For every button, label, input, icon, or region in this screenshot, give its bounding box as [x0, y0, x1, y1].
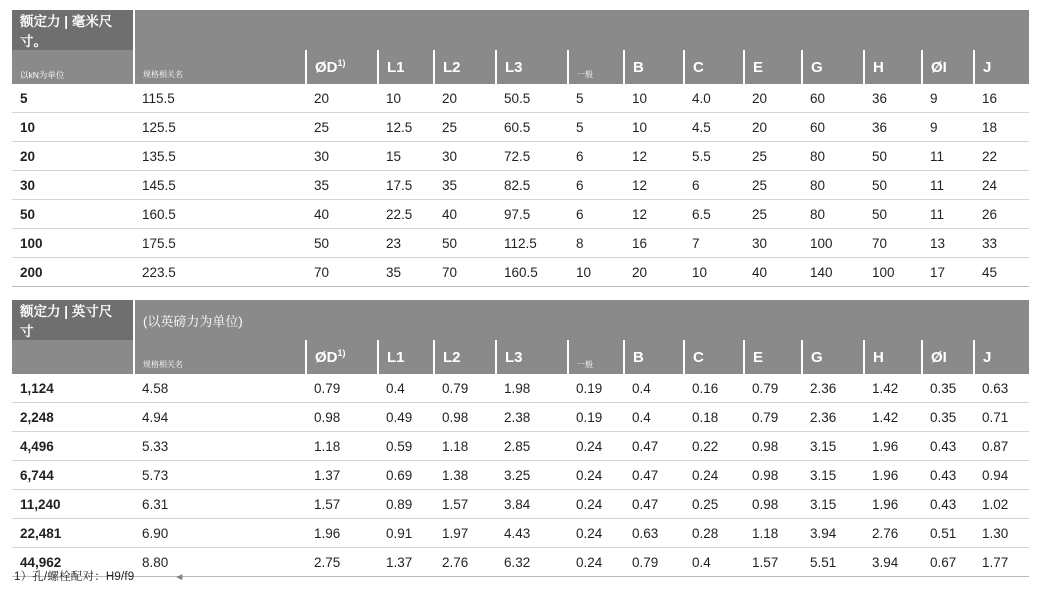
table-cell: 50 — [864, 142, 922, 171]
metric-table-title-row — [12, 10, 1029, 50]
table-cell: 8.80 — [134, 548, 306, 577]
metric-col-od — [306, 50, 378, 84]
row-rating-cell: 2,248 — [12, 403, 134, 432]
table-row — [12, 258, 1029, 287]
table-cell: 2.85 — [496, 432, 568, 461]
table-cell: 0.19 — [568, 374, 624, 403]
table-cell: 12 — [624, 142, 684, 171]
imperial-table-unit-note: (以英磅力为单位) — [134, 300, 1029, 340]
table-cell: 0.47 — [624, 490, 684, 519]
table-cell: 5.51 — [802, 548, 864, 577]
metric-col-desc: 规格相关名 — [134, 50, 306, 84]
table-cell: 0.4 — [624, 403, 684, 432]
table-cell: 3.15 — [802, 432, 864, 461]
table-cell: 80 — [802, 200, 864, 229]
table-cell: 20 — [306, 84, 378, 113]
table-row — [12, 229, 1029, 258]
table-cell: 8 — [568, 229, 624, 258]
table-cell: 0.24 — [568, 490, 624, 519]
table-cell: 45 — [974, 258, 1029, 287]
row-rating-cell: 50 — [12, 200, 134, 229]
imperial-col-l1: L1 — [378, 340, 434, 374]
table-cell: 25 — [744, 171, 802, 200]
table-cell: 1.96 — [306, 519, 378, 548]
imperial-table-title-row — [12, 300, 1029, 340]
table-cell: 1.18 — [434, 432, 496, 461]
imperial-col-desc: 规格相关名 — [134, 340, 306, 374]
metric-col-od-label: ØD — [315, 59, 338, 76]
imperial-table-title: 额定力 | 英寸尺寸 — [12, 300, 134, 340]
imperial-col-j: J — [974, 340, 1029, 374]
table-cell: 40 — [434, 200, 496, 229]
table-cell: 6.32 — [496, 548, 568, 577]
table-cell: 6 — [684, 171, 744, 200]
table-cell: 70 — [306, 258, 378, 287]
imperial-col-oi: ØI — [922, 340, 974, 374]
table-cell: 23 — [378, 229, 434, 258]
table-cell: 50 — [306, 229, 378, 258]
table-cell: 0.94 — [974, 461, 1029, 490]
table-cell: 0.19 — [568, 403, 624, 432]
metric-col-g: G — [802, 50, 864, 84]
row-rating-cell: 4,496 — [12, 432, 134, 461]
row-rating-cell: 44,962 — [12, 548, 134, 577]
metric-table-title-band — [134, 10, 1029, 50]
metric-col-e: E — [744, 50, 802, 84]
table-cell: 4.5 — [684, 113, 744, 142]
table-cell: 16 — [974, 84, 1029, 113]
table-cell: 35 — [378, 258, 434, 287]
table-cell: 20 — [744, 84, 802, 113]
table-cell: 3.15 — [802, 461, 864, 490]
table-cell: 0.47 — [624, 461, 684, 490]
table-cell: 25 — [434, 113, 496, 142]
table-cell: 125.5 — [134, 113, 306, 142]
footnote — [14, 568, 185, 584]
table-cell: 20 — [434, 84, 496, 113]
metric-col-h: H — [864, 50, 922, 84]
row-rating-cell: 100 — [12, 229, 134, 258]
row-rating-cell: 30 — [12, 171, 134, 200]
table-row — [12, 374, 1029, 403]
metric-col-l3: L3 — [496, 50, 568, 84]
table-cell: 0.4 — [378, 374, 434, 403]
table-cell: 50 — [864, 200, 922, 229]
table-cell: 20 — [624, 258, 684, 287]
table-cell: 1.57 — [744, 548, 802, 577]
table-cell: 36 — [864, 113, 922, 142]
table-cell: 0.79 — [744, 403, 802, 432]
table-cell: 0.24 — [568, 548, 624, 577]
imperial-col-e: E — [744, 340, 802, 374]
table-cell: 72.5 — [496, 142, 568, 171]
metric-table-block — [12, 10, 1019, 287]
table-cell: 60 — [802, 84, 864, 113]
table-cell: 6.31 — [134, 490, 306, 519]
table-cell: 70 — [864, 229, 922, 258]
table-cell: 115.5 — [134, 84, 306, 113]
metric-col-rating-unit: 以kN为单位 — [12, 50, 134, 84]
table-cell: 12 — [624, 171, 684, 200]
table-cell: 145.5 — [134, 171, 306, 200]
table-cell: 3.84 — [496, 490, 568, 519]
table-cell: 1.02 — [974, 490, 1029, 519]
table-cell: 1.18 — [744, 519, 802, 548]
table-row — [12, 403, 1029, 432]
table-cell: 6 — [568, 171, 624, 200]
table-cell: 1.18 — [306, 432, 378, 461]
imperial-table-body — [12, 374, 1029, 577]
table-cell: 10 — [624, 113, 684, 142]
table-cell: 1.42 — [864, 374, 922, 403]
table-cell: 10 — [568, 258, 624, 287]
table-row — [12, 519, 1029, 548]
table-cell: 0.63 — [974, 374, 1029, 403]
table-cell: 140 — [802, 258, 864, 287]
table-cell: 22.5 — [378, 200, 434, 229]
table-cell: 17 — [922, 258, 974, 287]
table-cell: 80 — [802, 171, 864, 200]
table-cell: 4.94 — [134, 403, 306, 432]
table-cell: 0.63 — [624, 519, 684, 548]
table-cell: 0.4 — [684, 548, 744, 577]
table-cell: 0.87 — [974, 432, 1029, 461]
imperial-col-dash: 一般 — [568, 340, 624, 374]
imperial-col-od-sup: 1) — [337, 348, 346, 358]
table-cell: 4.58 — [134, 374, 306, 403]
table-cell: 0.79 — [624, 548, 684, 577]
table-cell: 1.38 — [434, 461, 496, 490]
table-cell: 1.42 — [864, 403, 922, 432]
imperial-col-od — [306, 340, 378, 374]
table-cell: 0.59 — [378, 432, 434, 461]
table-cell: 25 — [306, 113, 378, 142]
table-cell: 175.5 — [134, 229, 306, 258]
table-cell: 0.71 — [974, 403, 1029, 432]
table-cell: 3.15 — [802, 490, 864, 519]
table-cell: 0.67 — [922, 548, 974, 577]
table-cell: 5.73 — [134, 461, 306, 490]
table-cell: 0.51 — [922, 519, 974, 548]
metric-col-c: C — [684, 50, 744, 84]
table-cell: 6 — [568, 200, 624, 229]
imperial-spec-table — [12, 300, 1029, 577]
table-cell: 18 — [974, 113, 1029, 142]
table-row — [12, 113, 1029, 142]
table-cell: 0.43 — [922, 461, 974, 490]
imperial-col-l3: L3 — [496, 340, 568, 374]
row-rating-cell: 200 — [12, 258, 134, 287]
table-cell: 1.77 — [974, 548, 1029, 577]
table-cell: 0.98 — [306, 403, 378, 432]
table-cell: 2.75 — [306, 548, 378, 577]
table-row — [12, 200, 1029, 229]
table-cell: 0.98 — [744, 432, 802, 461]
table-cell: 12 — [624, 200, 684, 229]
table-cell: 1.37 — [306, 461, 378, 490]
table-cell: 0.79 — [434, 374, 496, 403]
table-row — [12, 171, 1029, 200]
table-cell: 0.28 — [684, 519, 744, 548]
table-cell: 1.30 — [974, 519, 1029, 548]
table-cell: 40 — [306, 200, 378, 229]
table-cell: 1.57 — [434, 490, 496, 519]
table-cell: 0.89 — [378, 490, 434, 519]
table-cell: 0.24 — [568, 461, 624, 490]
table-cell: 0.79 — [744, 374, 802, 403]
metric-table-body — [12, 84, 1029, 287]
table-cell: 0.24 — [684, 461, 744, 490]
row-rating-cell: 6,744 — [12, 461, 134, 490]
table-row — [12, 84, 1029, 113]
table-cell: 1.98 — [496, 374, 568, 403]
table-cell: 0.91 — [378, 519, 434, 548]
table-cell: 1.57 — [306, 490, 378, 519]
table-cell: 9 — [922, 113, 974, 142]
table-cell: 25 — [744, 142, 802, 171]
table-cell: 0.18 — [684, 403, 744, 432]
metric-col-oi: ØI — [922, 50, 974, 84]
table-cell: 6.5 — [684, 200, 744, 229]
metric-col-dash: 一般 — [568, 50, 624, 84]
table-cell: 0.98 — [434, 403, 496, 432]
table-cell: 10 — [684, 258, 744, 287]
table-cell: 160.5 — [134, 200, 306, 229]
table-cell: 22 — [974, 142, 1029, 171]
imperial-col-rating — [12, 340, 134, 374]
imperial-col-l2: L2 — [434, 340, 496, 374]
table-cell: 26 — [974, 200, 1029, 229]
table-cell: 2.38 — [496, 403, 568, 432]
table-cell: 2.76 — [434, 548, 496, 577]
table-cell: 100 — [864, 258, 922, 287]
table-cell: 11 — [922, 200, 974, 229]
table-row — [12, 142, 1029, 171]
table-cell: 0.43 — [922, 432, 974, 461]
row-rating-cell: 5 — [12, 84, 134, 113]
table-cell: 0.98 — [744, 490, 802, 519]
table-cell: 3.94 — [802, 519, 864, 548]
table-cell: 7 — [684, 229, 744, 258]
footnote-text: 1）孔/螺栓配对：H9/f9 — [14, 571, 135, 583]
table-cell: 70 — [434, 258, 496, 287]
table-cell: 0.98 — [744, 461, 802, 490]
table-cell: 11 — [922, 171, 974, 200]
row-rating-cell: 1,124 — [12, 374, 134, 403]
table-cell: 0.43 — [922, 490, 974, 519]
table-cell: 20 — [744, 113, 802, 142]
table-cell: 12.5 — [378, 113, 434, 142]
table-row — [12, 432, 1029, 461]
table-cell: 5 — [568, 84, 624, 113]
table-cell: 9 — [922, 84, 974, 113]
table-cell: 223.5 — [134, 258, 306, 287]
table-cell: 6 — [568, 142, 624, 171]
table-cell: 135.5 — [134, 142, 306, 171]
metric-col-b: B — [624, 50, 684, 84]
table-cell: 1.37 — [378, 548, 434, 577]
table-cell: 2.36 — [802, 403, 864, 432]
table-row — [12, 461, 1029, 490]
row-rating-cell: 11,240 — [12, 490, 134, 519]
table-row — [12, 490, 1029, 519]
table-cell: 0.49 — [378, 403, 434, 432]
imperial-col-g: G — [802, 340, 864, 374]
table-cell: 112.5 — [496, 229, 568, 258]
table-cell: 0.79 — [306, 374, 378, 403]
metric-col-od-sup: 1) — [337, 58, 346, 68]
table-cell: 5 — [568, 113, 624, 142]
table-cell: 1.97 — [434, 519, 496, 548]
table-cell: 0.16 — [684, 374, 744, 403]
table-cell: 1.96 — [864, 490, 922, 519]
table-cell: 24 — [974, 171, 1029, 200]
table-cell: 13 — [922, 229, 974, 258]
table-cell: 50 — [434, 229, 496, 258]
imperial-col-c: C — [684, 340, 744, 374]
table-cell: 160.5 — [496, 258, 568, 287]
table-cell: 5.5 — [684, 142, 744, 171]
table-cell: 4.43 — [496, 519, 568, 548]
metric-spec-table — [12, 10, 1029, 287]
table-cell: 0.47 — [624, 432, 684, 461]
table-cell: 0.22 — [684, 432, 744, 461]
table-cell: 16 — [624, 229, 684, 258]
imperial-col-b: B — [624, 340, 684, 374]
table-cell: 60.5 — [496, 113, 568, 142]
table-cell: 11 — [922, 142, 974, 171]
table-cell: 30 — [306, 142, 378, 171]
metric-table-header-row — [12, 50, 1029, 84]
table-cell: 0.69 — [378, 461, 434, 490]
table-cell: 1.96 — [864, 432, 922, 461]
footnote-mark: ◄ — [174, 572, 185, 583]
table-cell: 50 — [864, 171, 922, 200]
table-cell: 6.90 — [134, 519, 306, 548]
table-cell: 30 — [744, 229, 802, 258]
row-rating-cell: 10 — [12, 113, 134, 142]
table-cell: 82.5 — [496, 171, 568, 200]
table-cell: 50.5 — [496, 84, 568, 113]
table-cell: 0.4 — [624, 374, 684, 403]
table-cell: 5.33 — [134, 432, 306, 461]
table-cell: 1.96 — [864, 461, 922, 490]
table-cell: 2.36 — [802, 374, 864, 403]
table-cell: 4.0 — [684, 84, 744, 113]
metric-col-l2: L2 — [434, 50, 496, 84]
table-cell: 0.24 — [568, 432, 624, 461]
table-cell: 100 — [802, 229, 864, 258]
table-cell: 0.25 — [684, 490, 744, 519]
row-rating-cell: 22,481 — [12, 519, 134, 548]
row-rating-cell: 20 — [12, 142, 134, 171]
imperial-col-od-label: ØD — [315, 349, 338, 366]
metric-col-l1: L1 — [378, 50, 434, 84]
table-cell: 2.76 — [864, 519, 922, 548]
table-cell: 0.35 — [922, 374, 974, 403]
table-cell: 60 — [802, 113, 864, 142]
table-cell: 40 — [744, 258, 802, 287]
table-cell: 33 — [974, 229, 1029, 258]
metric-col-j: J — [974, 50, 1029, 84]
table-cell: 3.25 — [496, 461, 568, 490]
table-cell: 10 — [624, 84, 684, 113]
imperial-table-header-row — [12, 340, 1029, 374]
table-cell: 0.24 — [568, 519, 624, 548]
table-cell: 36 — [864, 84, 922, 113]
table-cell: 97.5 — [496, 200, 568, 229]
table-cell: 3.94 — [864, 548, 922, 577]
table-cell: 25 — [744, 200, 802, 229]
table-cell: 10 — [378, 84, 434, 113]
metric-table-title: 额定力 | 毫米尺寸。 — [12, 10, 134, 50]
table-cell: 35 — [306, 171, 378, 200]
table-cell: 15 — [378, 142, 434, 171]
imperial-col-h: H — [864, 340, 922, 374]
table-cell: 80 — [802, 142, 864, 171]
table-cell: 30 — [434, 142, 496, 171]
table-cell: 0.35 — [922, 403, 974, 432]
table-cell: 35 — [434, 171, 496, 200]
imperial-table-block — [12, 300, 1019, 577]
table-cell: 17.5 — [378, 171, 434, 200]
